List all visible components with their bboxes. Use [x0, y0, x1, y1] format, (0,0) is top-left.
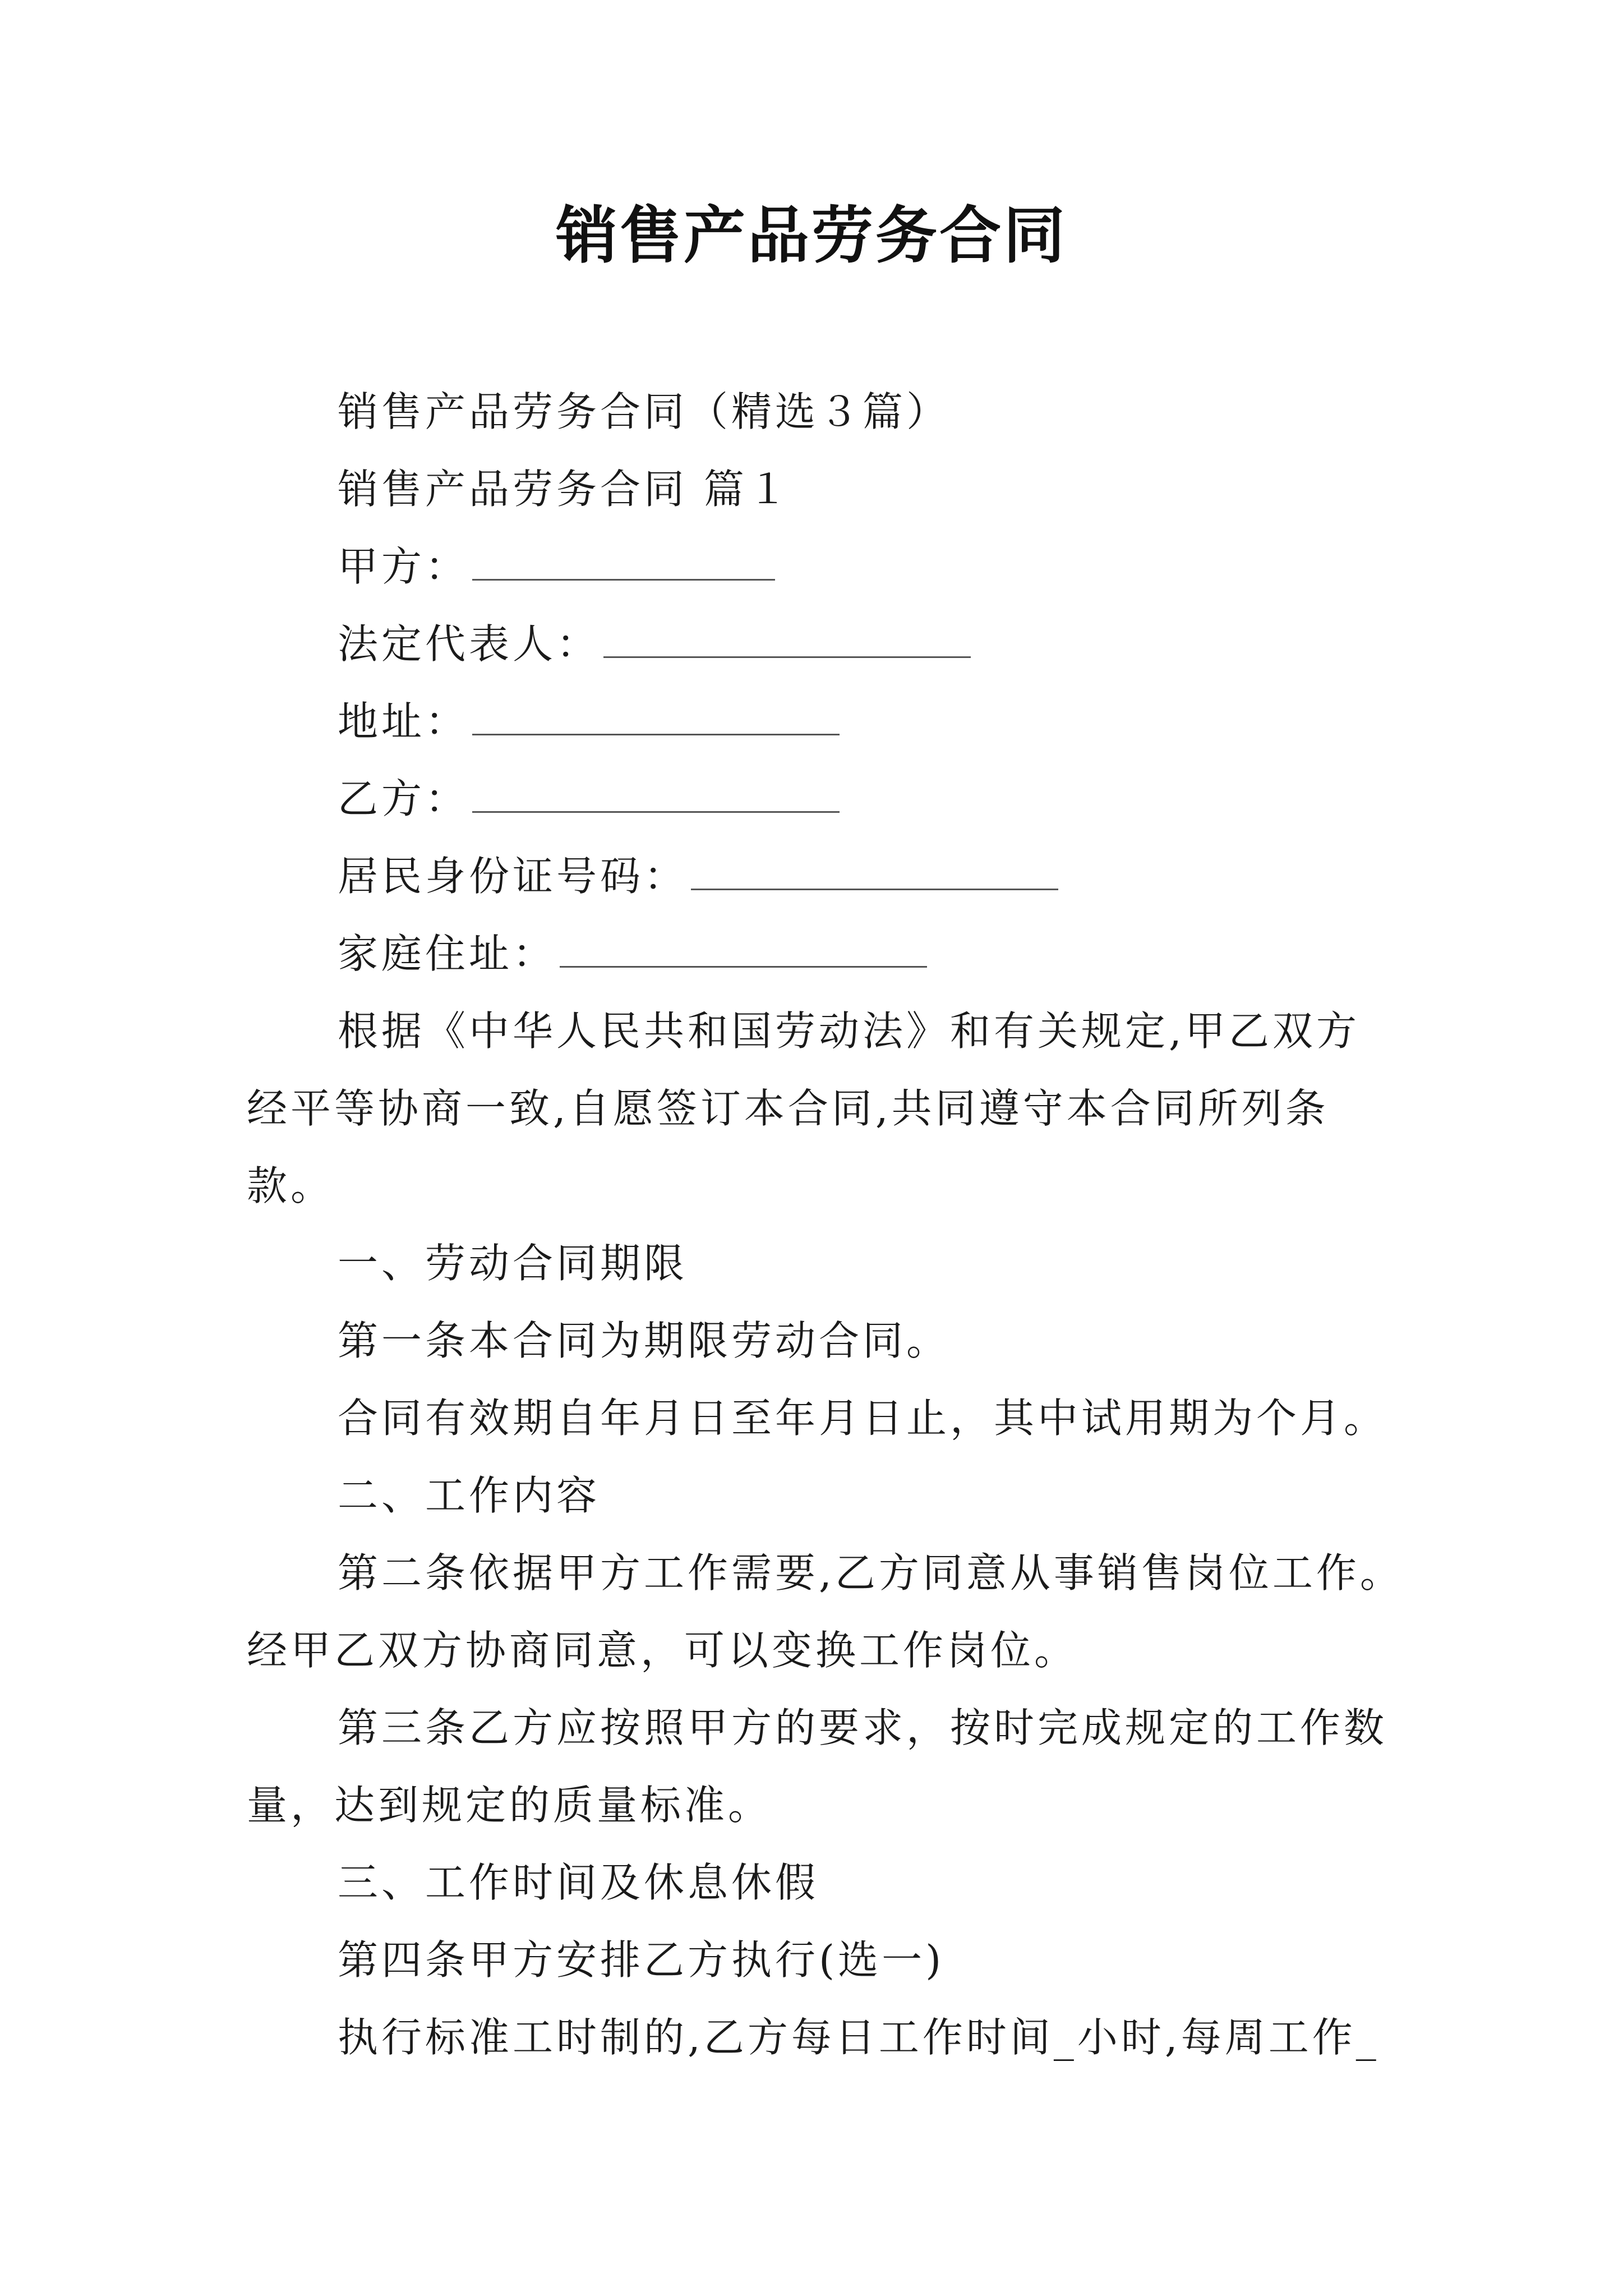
field-address-blank	[472, 711, 840, 735]
field-party-a-label: 甲方：	[338, 543, 469, 590]
article-3-line-2: 量，达到规定的质量标准。	[247, 1782, 772, 1829]
field-id-number-label: 居民身份证号码：	[338, 853, 688, 900]
article-3-line-1: 第三条乙方应按照甲方的要求，按时完成规定的工作数	[338, 1704, 1388, 1751]
section-1-heading: 一、劳动合同期限	[338, 1240, 688, 1287]
field-address-label: 地址：	[338, 698, 469, 745]
field-party-b-label: 乙方：	[338, 775, 469, 822]
article-1: 第一条本合同为期限劳动合同。	[338, 1317, 951, 1364]
article-4-detail: 执行标准工时制的,乙方每日工作时间_小时,每周工作_	[338, 2014, 1380, 2061]
field-party-b-blank	[472, 789, 840, 813]
article-4: 第四条甲方安排乙方执行(选一)	[338, 1936, 945, 1984]
field-party-b	[247, 760, 1394, 838]
section-3-heading: 三、工作时间及休息休假	[338, 1859, 819, 1906]
document-body	[247, 373, 1404, 2076]
field-address	[247, 683, 1394, 760]
field-legal-rep	[247, 605, 1394, 683]
intro-line-2: 经平等协商一致,自愿签订本合同,共同遵守本合同所列条	[247, 1085, 1329, 1132]
section-heading: 销售产品劳务合同 篇１	[338, 466, 791, 513]
field-id-number-blank	[691, 866, 1058, 890]
field-home-address-blank	[560, 944, 927, 968]
article-2-line-1: 第二条依据甲方工作需要,乙方同意从事销售岗位工作。	[338, 1549, 1404, 1596]
intro-line-1: 根据《中华人民共和国劳动法》和有关规定,甲乙双方	[338, 1007, 1360, 1055]
field-home-address-label: 家庭住址：	[338, 930, 557, 977]
field-id-number	[247, 838, 1394, 915]
article-1-term: 合同有效期自年月日至年月日止，其中试用期为个月。	[338, 1395, 1388, 1442]
subtitle: 销售产品劳务合同（精选３篇）	[338, 388, 951, 435]
document-title: 销售产品劳务合同	[556, 200, 1067, 272]
field-party-a-blank	[472, 556, 775, 581]
field-legal-rep-blank	[603, 634, 971, 658]
article-2-line-2: 经甲乙双方协商同意，可以变换工作岗位。	[247, 1627, 1078, 1674]
section-2-heading: 二、工作内容	[338, 1472, 601, 1519]
intro-line-3: 款。	[247, 1162, 335, 1209]
field-legal-rep-label: 法定代表人：	[338, 620, 601, 668]
field-home-address	[247, 915, 1394, 992]
field-party-a	[247, 528, 1394, 605]
